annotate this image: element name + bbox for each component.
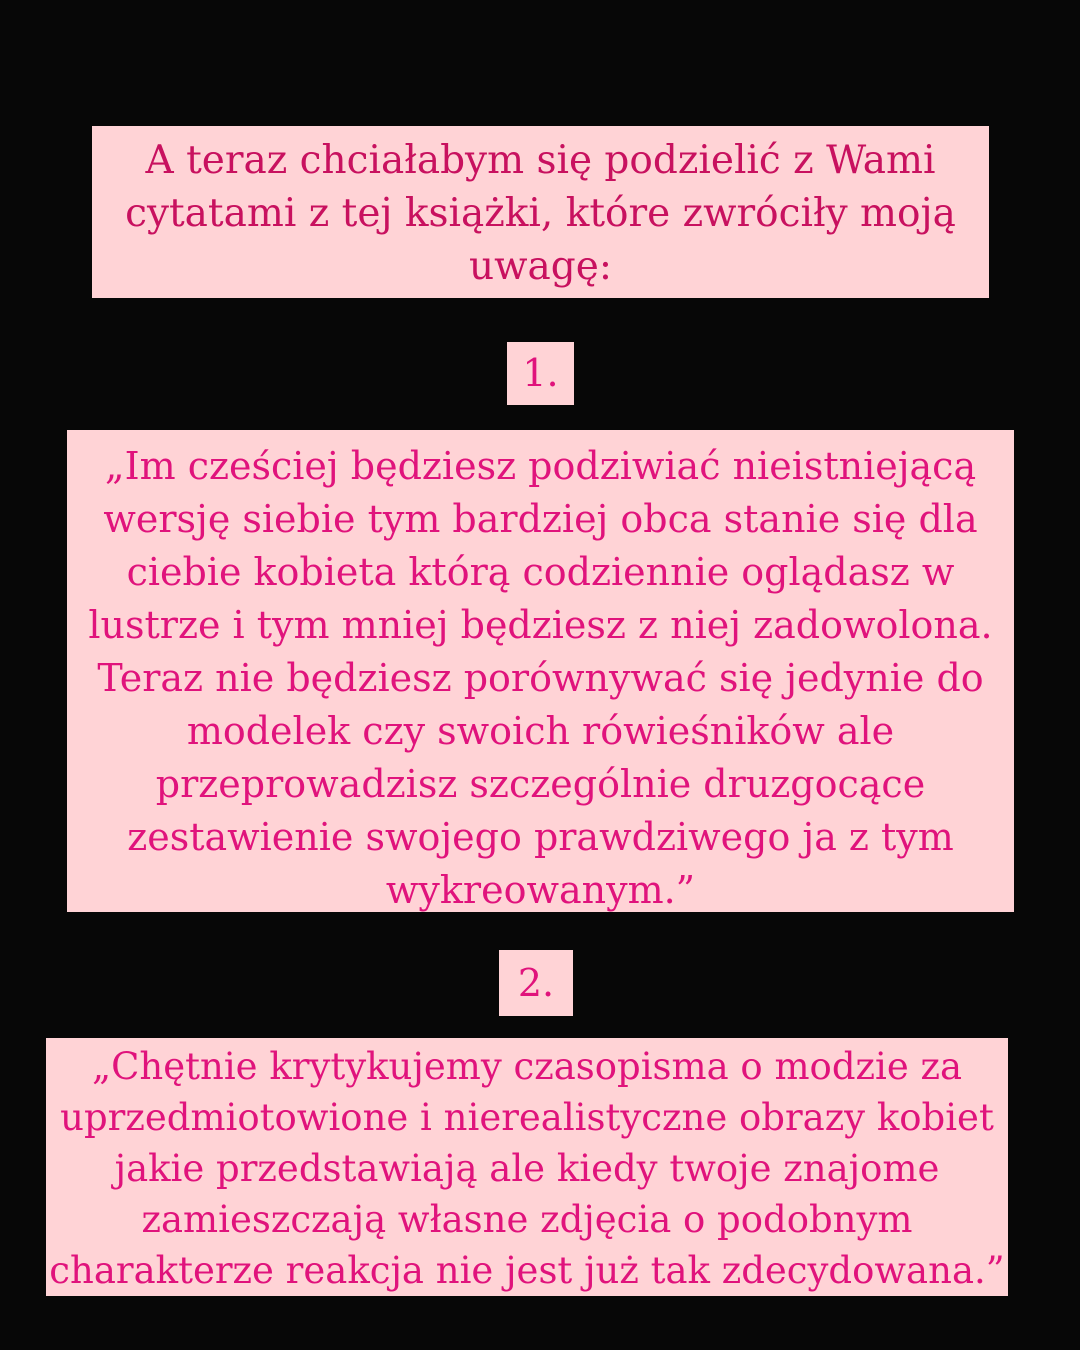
quote-1-line: przeprowadzisz szczególnie druzgocące — [155, 762, 926, 806]
quote-1-box — [67, 430, 1014, 912]
quote-2-line: uprzedmiotowione i nierealistyczne obrazy kobiet — [60, 1096, 994, 1139]
quote-2-number: 2. — [499, 950, 573, 1016]
intro-line: uwagę: — [469, 244, 612, 289]
quote-1-line: zestawienie swojego prawdziwego ja z tym — [127, 815, 954, 859]
quote-1-number: 1. — [507, 342, 574, 405]
quote-2-box — [46, 1038, 1008, 1296]
quote-1-line: Teraz nie będziesz porównywać się jedynie do — [97, 656, 984, 700]
intro-line: A teraz chciałabym się podzielić z Wami — [145, 138, 936, 183]
intro-text-box — [92, 126, 989, 298]
quote-1-line: modelek czy swoich rówieśników ale — [186, 709, 895, 753]
quote-1-line: wykreowanym.” — [385, 868, 696, 912]
quote-1-line: „Im cześciej będziesz podziwiać nieistniejącą — [104, 444, 977, 488]
quote-2-line: zamieszczają własne zdjęcia o podobnym — [141, 1198, 913, 1241]
quote-1-line: lustrze i tym mniej będziesz z niej zadowolona. — [88, 603, 993, 647]
intro-line: cytatami z tej książki, które zwróciły moją — [125, 191, 956, 236]
quote-2-line: jakie przedstawiają ale kiedy twoje znajome — [114, 1147, 940, 1190]
quote-2-line: „Chętnie krytykujemy czasopisma o modzie za — [91, 1045, 963, 1088]
quote-2-line: charakterze reakcja nie jest już tak zdecydowana.” — [49, 1249, 1005, 1292]
quote-1-line: ciebie kobieta którą codziennie oglądasz w — [126, 550, 955, 594]
quote-1-line: wersję siebie tym bardziej obca stanie się dla — [103, 497, 978, 541]
